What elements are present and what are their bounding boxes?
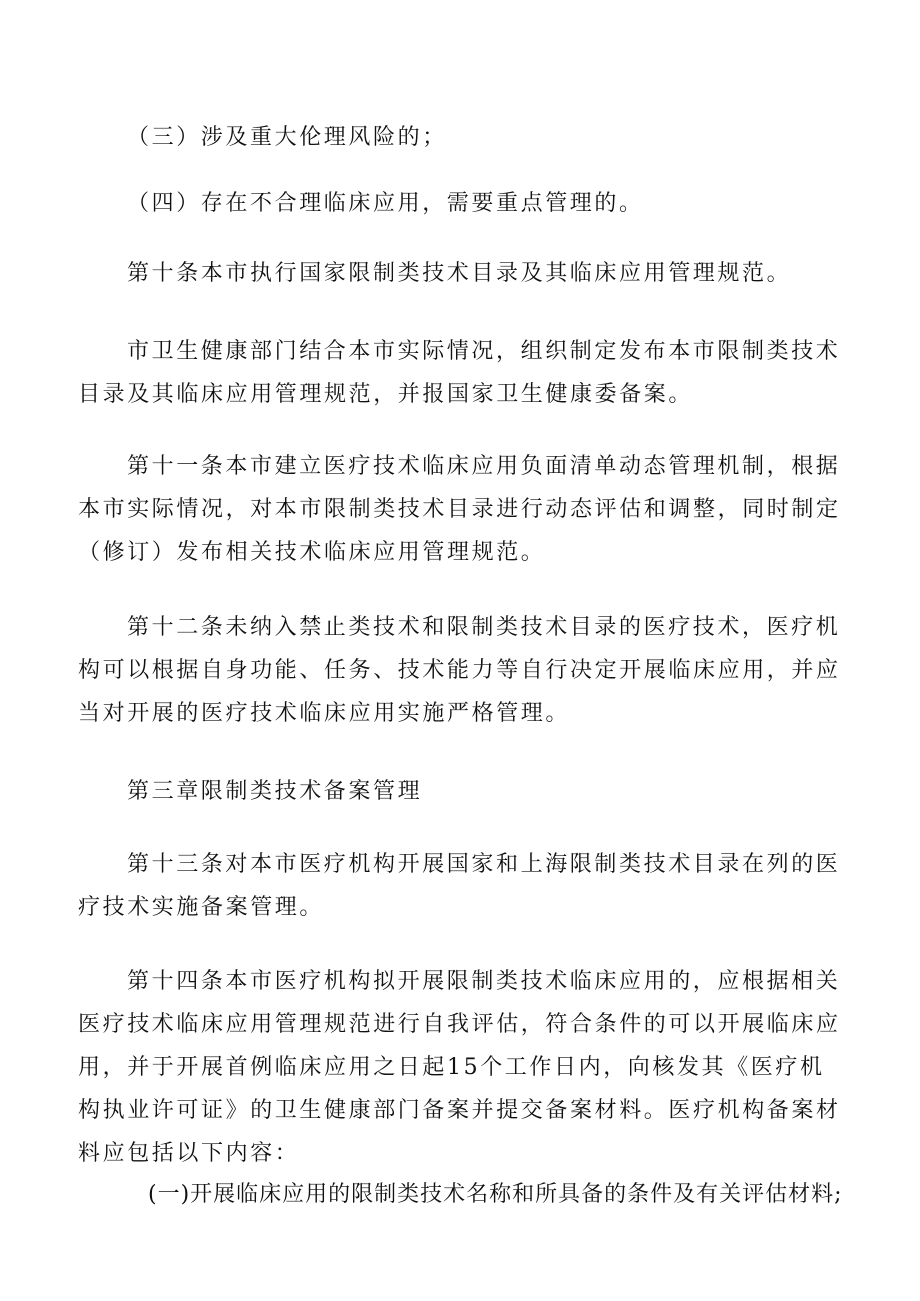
article-13: 第十三条对本市医疗机构开展国家和上海限制类技术目录在列的医疗技术实施备案管理。 [78, 852, 841, 920]
clause-item-3: （三）涉及重大伦理风险的； [127, 125, 447, 150]
article-10-paragraph: 市卫生健康部门结合本市实际情况，组织制定发布本市限制类技术目录及其临床应用管理规范，并报国家卫生健康委备案。 [78, 339, 841, 407]
article-12: 第十二条未纳入禁止类技术和限制类技术目录的医疗技术，医疗机构可以根据自身功能、任务、技术能力等自行决定开展临床应用，并应当对开展的医疗技术临床应用实施严格管理。 [78, 615, 841, 726]
article-14-item-1: (一)开展临床应用的限制类技术名称和所具备的条件及有关评估材料; [148, 1182, 843, 1207]
article-11: 第十一条本市建立医疗技术临床应用负面清单动态管理机制，根据本市实际情况，对本市限制类技术目录进行动态评估和调整，同时制定（修订）发布相关技术临床应用管理规范。 [78, 454, 841, 565]
clause-item-4: （四）存在不合理临床应用，需要重点管理的。 [127, 191, 644, 216]
chapter-3-heading: 第三章限制类技术备案管理 [127, 779, 423, 804]
article-10: 第十条本市执行国家限制类技术目录及其临床应用管理规范。 [127, 261, 792, 286]
article-14: 第十四条本市医疗机构拟开展限制类技术临床应用的，应根据相关医疗技术临床应用管理规范进行自我评估，符合条件的可以开展临床应用，并于开展首例临床应用之日起15个工作日内，向核发其《医疗机构执业许可证》的卫生健康部门备案并提交备案材料。医疗机构备案材料应包括以下内容： [78, 969, 841, 1166]
